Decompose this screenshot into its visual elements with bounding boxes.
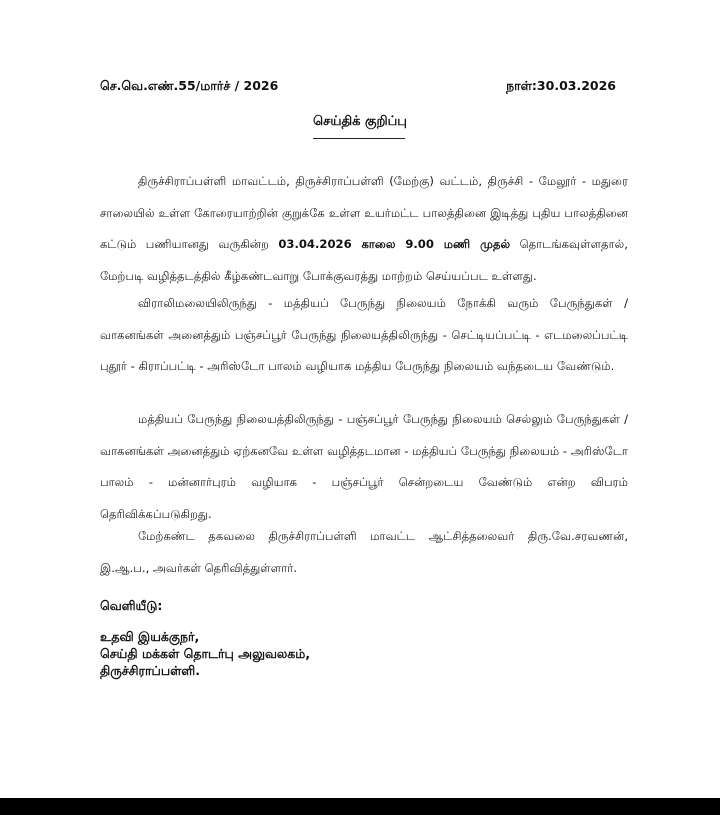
paragraph-1-highlight: 03.04.2026 காலை 9.00 மணி முதல் xyxy=(278,237,511,251)
paragraph-2: விராலிமலையிலிருந்து - மத்தியப் பேருந்து நிலையம் நோக்கி வரும் பேருந்துகள் / வாகனங்கள் அனைத்தும் பஞ்சப்பூர் பேருந்து நிலையத்திலிருந்து - செட்டியப்பட்டி - எடமலைப்பட்டி புதூர் - கிராப்பட்டி - அரிஸ்டோ பாலம் வழியாக மத்திய பேருந்து நிலையம் வந்தடைய வேண்டும். xyxy=(100,296,628,373)
document-title: செய்திக் குறிப்பு xyxy=(313,114,407,129)
signature-line-place: திருச்சிராப்பள்ளி. xyxy=(100,663,200,678)
paragraph-1 xyxy=(100,166,628,292)
signature-line-designation: உதவி இயக்குநர், xyxy=(100,629,200,644)
signature-line-office: செய்தி மக்கள் தொடர்பு அலுவலகம், xyxy=(100,646,311,661)
bottom-bar xyxy=(0,798,720,815)
paragraph-3: மத்தியப் பேருந்து நிலையத்திலிருந்து - பஞ்சப்பூர் பேருந்து நிலையம் செல்லும் பேருந்துகள் / வாகனங்கள் அனைத்தும் ஏற்கனவே உள்ள வழித்தடமான - மத்தியப் பேருந்து நிலையம் - அரிஸ்டோ பாலம் - மன்னார்புரம் வழியாக - பஞ்சப்பூர் சென்றடைய வேண்டும் என்ற விபரம் தெரிவிக்கப்படுகிறது. xyxy=(100,412,628,521)
document-date: நாள்:30.03.2026 xyxy=(506,78,616,93)
reference-number: செ.வெ.எண்.55/மார்ச் / 2026 xyxy=(100,78,279,93)
paragraph-4: மேற்கண்ட தகவலை திருச்சிராப்பள்ளி மாவட்ட ஆட்சித்தலைவர் திரு.வே.சரவணன், இ.ஆ.ப., அவர்கள் தெரிவித்துள்ளார். xyxy=(100,529,628,575)
paragraph-1-start: திருச்சிராப்பள்ளி மாவட்டம், திருச்சிராப்பள்ளி (மேற்கு) வட்டம், திருச்சி - மேலூர் - மதுரை சாலையில் உள்ள கோரையாற்றின் குறுக்கே உள்ள உயர்மட்ட பாலத்தினை இடித்து புதிய பாலத்தினை கட்டும் பணியானது வருகின்ற xyxy=(100,174,628,251)
title-underline xyxy=(313,138,405,139)
signature-block xyxy=(100,628,310,679)
paragraph-1-end: தொடங்கவுள்ளதால், மேற்படி வழித்தடத்தில் கீழ்கண்டவாறு போக்குவரத்து மாற்றம் செய்யப்பட உள்ளது. xyxy=(100,237,628,283)
release-label: வெளியீடு: xyxy=(100,598,163,613)
